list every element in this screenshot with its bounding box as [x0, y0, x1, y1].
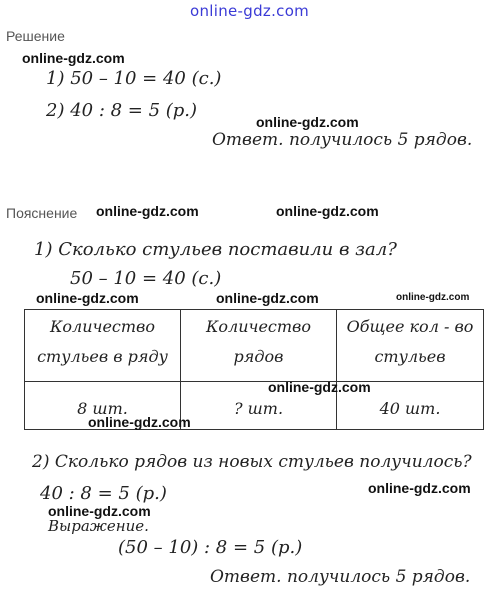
- explanation-answer: Ответ. получилось 5 рядов.: [210, 567, 471, 587]
- table-value-cell: 8 шт.: [77, 399, 128, 418]
- table-header-cell: [25, 312, 180, 372]
- header-line: Количество: [205, 317, 311, 336]
- watermark-text: online-gdz.com: [22, 50, 125, 66]
- table-header-cell: [181, 312, 336, 372]
- table-header-cell: [337, 312, 483, 372]
- table-divider: [25, 381, 483, 382]
- watermark-text: online-gdz.com: [276, 203, 379, 219]
- table-value-cell: ? шт.: [233, 399, 284, 418]
- question-2: 2) Сколько рядов из новых стульев получилось?: [32, 452, 472, 472]
- watermark-text: online-gdz.com: [96, 203, 199, 219]
- header-watermark: online-gdz.com: [190, 2, 310, 20]
- header-line: стульев: [374, 347, 446, 366]
- table-value-cell: 40 шт.: [379, 399, 441, 418]
- expression-3: (50 – 10) : 8 = 5 (р.): [118, 537, 303, 558]
- header-line: Количество: [49, 317, 155, 336]
- watermark-text: online-gdz.com: [256, 114, 359, 130]
- watermark-text: online-gdz.com: [216, 290, 319, 306]
- chairs-table: [24, 309, 484, 430]
- watermark-text: online-gdz.com: [396, 292, 470, 303]
- solution-title: Решение: [6, 28, 65, 44]
- header-line: рядов: [233, 347, 284, 366]
- explanation-title: Пояснение: [6, 205, 78, 221]
- watermark-text: online-gdz.com: [268, 379, 371, 395]
- expression-1: 50 – 10 = 40 (с.): [70, 268, 222, 289]
- watermark-text: online-gdz.com: [48, 503, 151, 519]
- watermark-text: online-gdz.com: [36, 290, 139, 306]
- expression-2: 40 : 8 = 5 (р.): [40, 483, 167, 504]
- solution-answer: Ответ. получилось 5 рядов.: [212, 130, 473, 150]
- solution-step-2: 2) 40 : 8 = 5 (р.): [46, 100, 198, 121]
- question-1: 1) Сколько стульев поставили в зал?: [34, 239, 397, 260]
- header-line: стульев в ряду: [37, 347, 168, 366]
- expression-label: Выражение.: [48, 517, 149, 535]
- watermark-text: online-gdz.com: [88, 414, 191, 430]
- solution-step-1: 1) 50 – 10 = 40 (с.): [46, 68, 222, 89]
- header-line: Общее кол - во: [346, 317, 474, 336]
- watermark-text: online-gdz.com: [368, 480, 471, 496]
